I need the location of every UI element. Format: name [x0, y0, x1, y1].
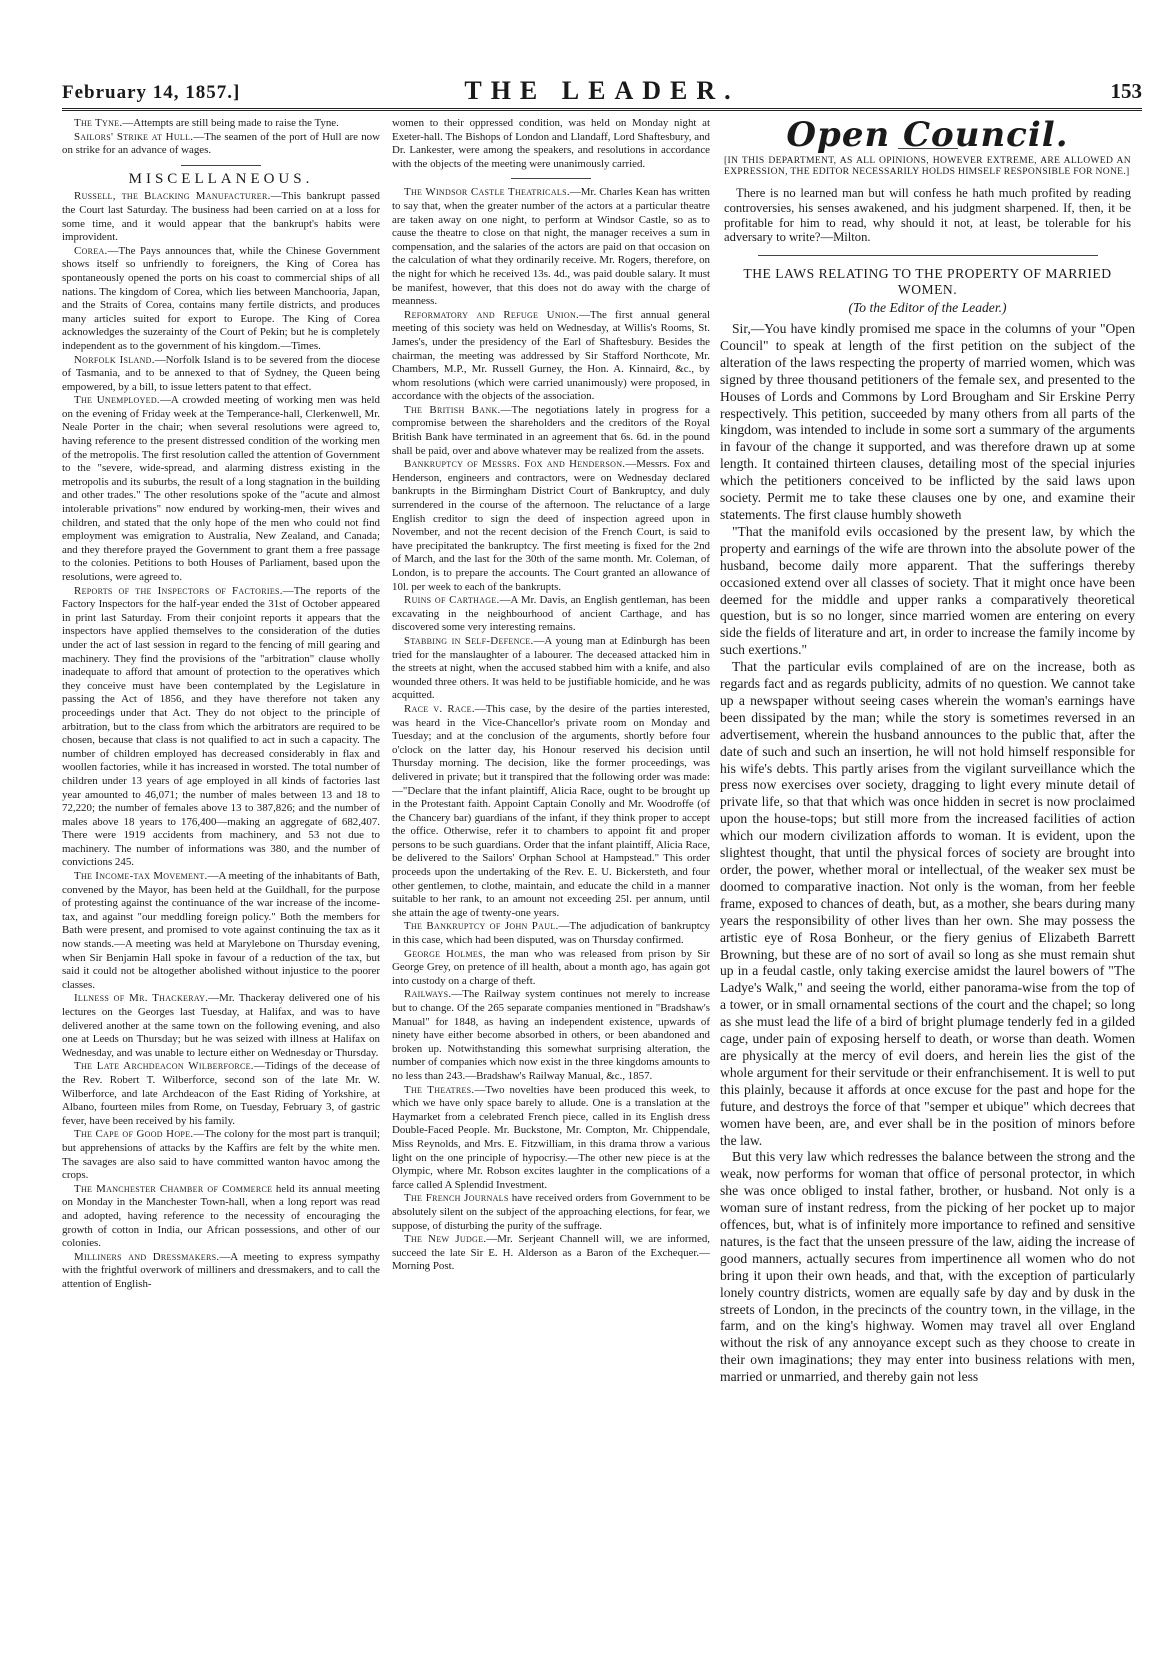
item-heading: Reports of the Inspectors of Factories.	[74, 584, 283, 597]
column-2	[392, 117, 710, 1631]
item-heading: The Income-tax Movement.	[74, 870, 208, 883]
item-body: —The reports of the Factory Inspectors for the half-year ended the 31st of October appeared in print last Saturday. From their conjoint reports it appears that the inspectors have applied themselves to the consideration of the duties under the act of last session in regard to the fencing of mill gearing and machinery. They find the provisions of the "arbitration" clause wholly inadequate to afford that amount of protection to the operatives which they conceive must have been contemplated by the Legislature in passing the Act of 1856, and they have therefore not taken any proceedings under that Act. They do not object to the principle of arbitration, but to the class from which the arbitrators are required to be chosen, because that class is not qualified to act in such a capacity. The number of children employed has decreased considerably in flax and woollen factories, while it has increased in worsted. The total number of children under 13 years of age employed in all kinds of factories last year amounted to 46,071; the number of males between 13 and 18 to 72,220; the number of females above 13 to 387,826; and the number of males above 18 years to 176,400—making an aggregate of 682,407. There were 1919 accidents from machinery, and 53 not due to machinery. The number of informations was 380, and the number of convictions 245.	[62, 584, 380, 869]
item-heading: Norfolk Island.	[74, 353, 155, 366]
item-railways	[392, 988, 710, 1083]
item-heading: Milliners and Dressmakers.	[74, 1250, 220, 1263]
article-paragraph: But this very law which redresses the balance between the strong and the weak, now performs for woman that office of personal protector, in which she was once obliged to instal father, brother, or husband. Not only is a woman sure of instant redress, from the picking of her pocket up to major offences, but, what is of infinitely more importance to refined and sensitive natures, is the fact that the unseen pressure of the law, aiding the increase of good manners, actually secures from impertinence all women who do not bring it upon their own heads, and that, with the exception of particularly lonely country districts, women are equally safe by day and by dusk in the streets of London, in the precincts of the country town, in the village, in the farm, and on the king's highway. Women may travel all over England without the risk of any annoyance except such as they choose to create in their own imaginations; they may enter into business relations with men, married or unmarried, and thereby gain not less	[720, 1149, 1135, 1385]
item-heading: Stabbing in Self-Defence.	[404, 634, 534, 647]
item-wilberforce	[62, 1060, 380, 1128]
item-corea	[62, 245, 380, 354]
divider	[511, 178, 591, 179]
item-heading: The Cape of Good Hope.	[74, 1128, 194, 1141]
item-heading: Ruins of Carthage.	[404, 594, 500, 607]
column-1	[62, 117, 380, 1631]
item-body: the man who was released from prison by Sir George Grey, on pretence of ill health, about a month ago, has again got into custody on a charge of theft.	[392, 947, 710, 987]
item-body: —The Pays announces that, while the Chinese Government shows itself so unfriendly to foreigners, the King of Corea has spontaneously opened the ports on his coast to commercial ships of all nations. The kingdom of Corea, which lies between Manchooria, Japan, and the Straits of Corea, contains many fertile districts, and produces many articles suited for export to Europe. The King of Corea acknowledges the suzerainty of the Court of Pekin; but he is completely independent as to the government of his kingdom.—Times.	[62, 244, 380, 352]
item-heading: The Windsor Castle Theatricals.	[404, 186, 570, 199]
item-factory-reports	[62, 585, 380, 870]
item-heading: The British Bank.	[404, 403, 501, 416]
item-hull-strike	[62, 131, 380, 158]
item-french-journals	[392, 1192, 710, 1233]
item-body: —A Mr. Davis, an English gentleman, has been excavating in the neighbourhood of ancient Carthage, and has discovered some very interesting remains.	[392, 594, 710, 634]
item-manchester	[62, 1183, 380, 1251]
item-heading: The Unemployed.	[74, 394, 160, 407]
item-body: —Tidings of the decease of the Rev. Robert T. Wilberforce, second son of the late Mr. W. Wilberforce, and late Archdeacon of the East Riding of Yorkshire, at Albano, fourteen miles from Rome, on Tuesday, February 3, of gastric fever, have been received by his family.	[62, 1060, 380, 1127]
masthead	[62, 78, 1142, 111]
item-heading: Russell, the Blacking Manufacturer.	[74, 190, 271, 203]
item-george-holmes	[392, 948, 710, 989]
item-stabbing	[392, 635, 710, 703]
item-race-v-race	[392, 703, 710, 921]
page-number: 153	[1110, 79, 1142, 103]
item-body: —Messrs. Fox and Henderson, engineers and contractors, were on Wednesday declared bankrupts in the Birmingham District Court of Bankruptcy, and duly surrendered in the course of the afternoon. The reluctance of a large English creditor to sign the deed of inspection agreed upon in November, and not the recent decision of the French Court, is said to have precipitated the bankruptcy. The first meeting is fixed for the 2nd of March, and the last for the 30th of the same month. Mr. Coleman, of London, is to prepare the accounts. The Court granted an allowance of 10l. per week to each of the bankrupts.	[392, 458, 710, 593]
item-body: —The adjudication of bankruptcy in this case, which had been disputed, was on Thursday confirmed.	[392, 920, 710, 947]
item-heading: Illness of Mr. Thackeray.	[74, 992, 209, 1005]
editor-disclaimer: [IN THIS DEPARTMENT, AS ALL OPINIONS, HOWEVER EXTREME, ARE ALLOWED AN EXPRESSION, THE EDITOR NECESSARILY HOLDS HIMSELF RESPONSIBLE FOR NONE.]	[724, 154, 1131, 178]
article-paragraph: That the particular evils complained of are on the increase, both as regards fact and as regards publicity, admits of no question. We cannot take up a newspaper without seeing cases wherein the woman's earnings have been dissipated by the man; while the story is sometimes reversed in an advertisement, wherein the husband announces to the public that, after the date of such and such an insertion, he will not hold himself responsible for his wife's debts. This partly arises from the vigilant surveillance which the press now exercises over society, dragging to light every minute detail of private life, so that that which was once hidden in secret is now proclaimed upon the house-tops; but still more from the increased facilities of action which our modern civilization affords to woman. It is evident, upon the slightest thought, that until the physical forces of society are brought into order, the power, whether moral or intellectual, of the weaker sex must be doomed to comparative inaction. Not only is the woman, from her feeble frame, exposed to chances of death, but, as a mother, she bears during many years the responsibility of other lives than her own. She may possess the artistic eye of Rosa Bonheur, or the fiery genius of Elizabeth Barrett Browning, but these are of no sort of avail so long as she must remain shut up in a feudal castle, only taking exercise amidst the laurel bowers of "The Ladye's Walk," and seeing the world, either panorama-wise from the top of a tower, or in small ornamental sections of the court and the chapel; so long as she must lead the life of a bird of bright plumage tenderly fed in a gilded cage, under pain of exposing herself to death, or worse than death. Women are physically at the mercy of evil doers, and herein lies the gist of the whole argument for their servitude or their enfranchisement. It is well to put this plainly, because it affords at once excuse for the past and hope for the future, and destroys the force of that "semper et ubique" which decrees that women have been, are, and ever shall be in the position of minors before the law.	[720, 659, 1135, 1148]
divider	[181, 165, 261, 166]
item-heading: Railways.	[404, 988, 452, 1001]
newspaper-title: THE LEADER.	[464, 76, 740, 105]
item-body: have received orders from Government to be absolutely silent on the subject of the approaching elections, for fear, we suppose, of disturbing the purity of the suffrage.	[392, 1192, 710, 1232]
item-heading: The Bankruptcy of John Paul.	[404, 920, 559, 933]
item-norfolk-island	[62, 354, 380, 395]
item-tyne	[62, 117, 380, 131]
item-russell	[62, 190, 380, 244]
issue-date: February 14, 1857.]	[62, 82, 241, 103]
item-body: —Mr. Thackeray delivered one of his lectures on the Georges last Tuesday, at Halifax, and was to have delivered another at the same town on the following evening, and also one at Leeds on Thursday; but he was seized with illness at Halifax on Wednesday, and was unable to lecture either on Wednesday or Thursday.	[62, 992, 380, 1059]
item-body: —This bankrupt passed the Court last Saturday. The business had been carried on at a loss for some time, and it would appear that the bankrupt's habits were improvident.	[62, 190, 380, 244]
section-heading-miscellaneous: MISCELLANEOUS.	[128, 170, 314, 187]
item-body: —The Railway system continues not merely to increase but to change. Of the 265 separate companies mentioned in "Bradshaw's Manual" for 1848, as having an independent existence, upwards of ninety have either become absorbed in others, or been abandoned and broken up. Notwithstanding this somewhat surprising alteration, the number of companies which now exist in the three kingdoms amounts to no less than 243.—Bradshaw's Railway Manual, &c., 1857.	[392, 988, 710, 1082]
item-heading: Sailors' Strike at Hull.	[74, 130, 194, 143]
section-heading-open-council: Open Council.	[786, 117, 1069, 155]
item-new-judge	[392, 1233, 710, 1274]
item-heading: Bankruptcy of Messrs. Fox and Henderson.	[404, 458, 626, 471]
item-heading: The Manchester Chamber of Commerce	[74, 1182, 273, 1195]
item-cape	[62, 1128, 380, 1182]
item-unemployed	[62, 394, 380, 584]
item-heading: The Theatres.	[404, 1083, 475, 1096]
item-body: —A young man at Edinburgh has been tried for the manslaughter of a labourer. The deceased attacked him in the streets at night, when the accused stabbed him with a knife, and also wounded three others. It was held to be justifiable homicide, and he was acquitted.	[392, 634, 710, 702]
item-reformatory	[392, 309, 710, 404]
item-body: —The seamen of the port of Hull are now on strike for an advance of wages.	[62, 130, 380, 157]
item-windsor	[392, 186, 710, 308]
item-british-bank	[392, 404, 710, 458]
item-heading: The Tyne.	[74, 117, 123, 129]
item-heading: The French Journals	[404, 1192, 509, 1205]
article-subtitle: (To the Editor of the Leader.)	[848, 300, 1007, 316]
item-body: —The negotiations lately in progress for a compromise between the shareholders and the creditors of the Royal British Bank have terminated in an agreement that 6s. 6d. in the pound shall be paid, over and above whatever may be realized from the assets.	[392, 403, 710, 457]
item-body: —A crowded meeting of working men was held on the evening of Friday week at the Temperance-hall, Clerkenwell, Mr. Neale Porter in the chair; when several resolutions were agreed to, having reference to the present distressed condition of the working men of the metropolis. The first resolution called the attention of Government to the "severe, wide-spread, and alarming distress existing in the metropolis and its suburbs, the result of a long stagnation in the building and other trades." The other resolutions spoke of the "acute and almost intolerable privations" now endured by working-men, their wives and children, and stated that the only hope of the men who could not find employment was emigration to Australia, New Zealand, and Canada; and they therefore prayed the Government to grant them a free passage to the colonies. Petitions to both Houses of Parliament, based upon the resolutions, were agreed to.	[62, 394, 380, 583]
item-fox-henderson	[392, 458, 710, 594]
item-body: —A meeting of the inhabitants of Bath, convened by the Mayor, has been held at the Guildhall, for the purpose of protesting against the continuance of the war increase of the income-tax, and against "our meddling foreign policy." Both the members for Bath were present, and promised to vote against continuing the tax as it now stands.—A meeting was held at Marylebone on Thursday evening, when Sir Benjamin Hall spoke in favour of a reduction of the tax, but said it could not be altogether abolished without injustice to the poorer classes.	[62, 870, 380, 991]
item-heading: George Holmes,	[404, 947, 486, 960]
item-heading: Corea.	[74, 244, 108, 257]
item-body: held its annual meeting on Monday in the Manchester Town-hall, when a long report was read and adopted, having reference to the necessity of encouraging the growth of cotton in India, our African possessions, and other of our colonies.	[62, 1182, 380, 1250]
item-body: —Norfolk Island is to be severed from the diocese of Tasmania, and to be annexed to that of Sydney, the Queen being empowered, by a bill, to issue letters patent to that effect.	[62, 353, 380, 393]
item-carthage	[392, 594, 710, 635]
item-john-paul	[392, 920, 710, 947]
column-3	[720, 117, 1135, 1631]
article-paragraph: Sir,—You have kindly promised me space in the columns of your "Open Council" to speak at length of the first petition on the subject of the alteration of the laws respecting the property of married women, which was signed by three thousand petitioners of the female sex, and presented to the Houses of Lords and Commons by Lord Brougham and Sir Erskine Perry respectively. This petition, succeeded by many others from all parts of the kingdom, was intended to include in some sort a summary of the arguments in favour of the change it supported, and was therefore drawn up at some length. It contained thirteen clauses, detailing most of the special injuries which the petitioners conceived to be inflicted by the said laws upon society. Permit me to take these clauses one by one, and examine their statements. The first clause humbly showeth	[720, 321, 1135, 522]
item-body: —Two novelties have been produced this week, to which we have only space barely to allude. One is a translation at the Haymarket from a celebrated French piece, called in its English dress Double-Faced People. Mr. Buckstone, Mr. Compton, Mr. Chippendale, Miss Reynolds, and Mrs. E. Fitzwilliam, in this drama throw a various light on the one principle of hypocrisy.—The other new piece is at the Olympic, where Mr. Robson excites laughter in the complications of a farce called A Splendid Investment.	[392, 1083, 710, 1191]
item-body: —Attempts are still being made to raise the Tyne.	[122, 117, 339, 129]
item-exeter-continued: women to their oppressed condition, was held on Monday night at Exeter-hall. The Bishops of London and Llandaff, Lord Shaftesbury, and Dr. Lankester, were among the speakers, and resolutions in accordance with the objects of the meeting were unanimously carried.	[392, 117, 710, 170]
item-body: —Mr. Serjeant Channell will, we are informed, succeed the late Sir E. H. Alderson as a Baron of the Exchequer.—Morning Post.	[392, 1233, 710, 1273]
item-income-tax	[62, 870, 380, 992]
article-title: THE LAWS RELATING TO THE PROPERTY OF MARRIED WOMEN.	[743, 266, 1112, 298]
item-body: —The first annual general meeting of this society was held on Wednesday, at Willis's Rooms, St. James's, under the presidency of the Earl of Shaftesbury. Besides the chairman, the meeting was addressed by Sir Stafford Northcote, Mr. Chambers, M.P., Mr. Russell Gurney, the Hon. A. Kinnaird, &c., by whom resolutions (which were carried unanimously) were proposed, in accordance with the objects of the association.	[392, 308, 710, 403]
item-heading: Reformatory and Refuge Union.	[404, 308, 580, 321]
item-heading: The New Judge.	[404, 1233, 487, 1246]
item-body: —A meeting to express sympathy with the frightful overwork of milliners and dressmakers, and to call the attention of English-	[62, 1250, 380, 1290]
divider	[758, 255, 1098, 256]
item-heading: The Late Archdeacon Wilberforce.	[74, 1060, 254, 1073]
item-body: —Mr. Charles Kean has written to say that, when the greater number of the actors at a particular theatre are taken away on one night, to perform at Windsor Castle, so as to cause the theatre to close on that night, the manager receives a sum in compensation, and the salaries of the actors are paid on that occasion on the calculation of what they ordinarily receive. Mr. Rogers, therefore, on the night for which he received 13s. 4d., was paid double salary. It must be manifest, however, that this does not do away with the charge of meanness.	[392, 186, 710, 308]
item-milliners	[62, 1251, 380, 1292]
item-body: —This case, by the desire of the parties interested, was heard in the Vice-Chancellor's private room on Monday and Tuesday; and at the conclusion of the arguments, shortly before four o'clock on the latter day, his Honour reserved his decision until Thursday morning. The decision, like the former proceedings, was delivered in private; but it transpired that the following order was made:—"Declare that the infant plaintiff, Alicia Race, ought to be brought up in the Protestant faith. Appoint Captain Conolly and Mr. Woodroffe (of the Chancery bar) guardians of the infant, if they think proper to accept the office. Otherwise, refer it to chambers to appoint fit and proper persons to be such guardians. Order that the infant plaintiff, Alicia Race, be delivered to the Sailors' Orphan School at Hampstead." This order proceeds upon the undertaking of the Rev. E. U. Bickersteth, and four other gentlemen, to clothe, maintain, and educate the child in a manner suitable to her rank, to an amount not exceeding 25l. per annum, until she attain the age of twenty-one years.	[392, 702, 710, 919]
item-heading: Race v. Race.	[404, 702, 475, 715]
article-paragraph: "That the manifold evils occasioned by the present law, by which the property and earnings of the wife are thrown into the absolute power of the husband, become daily more apparent. That the sufferings thereby occasioned extend over all classes of society. That it might once have been deemed for the middle and upper ranks a comparatively theoretical question, but is so no longer, since married women are entering on every side the fields of literature and art, in order to increase the family income by such exertions."	[720, 523, 1135, 658]
item-thackeray	[62, 992, 380, 1060]
milton-epigraph: There is no learned man but will confess he hath much profited by reading controversies, his senses awakened, and his judgment sharpened. If, then, it be profitable for him to read, why should it not, at least, be tolerable for his adversary to write?—Milton.	[724, 185, 1131, 245]
item-body: —The colony for the most part is tranquil; but apprehensions of attacks by the Kaffirs are felt by the white men. The savages are also said to have committed wanton havoc among the crops.	[62, 1128, 380, 1182]
item-theatres	[392, 1084, 710, 1193]
